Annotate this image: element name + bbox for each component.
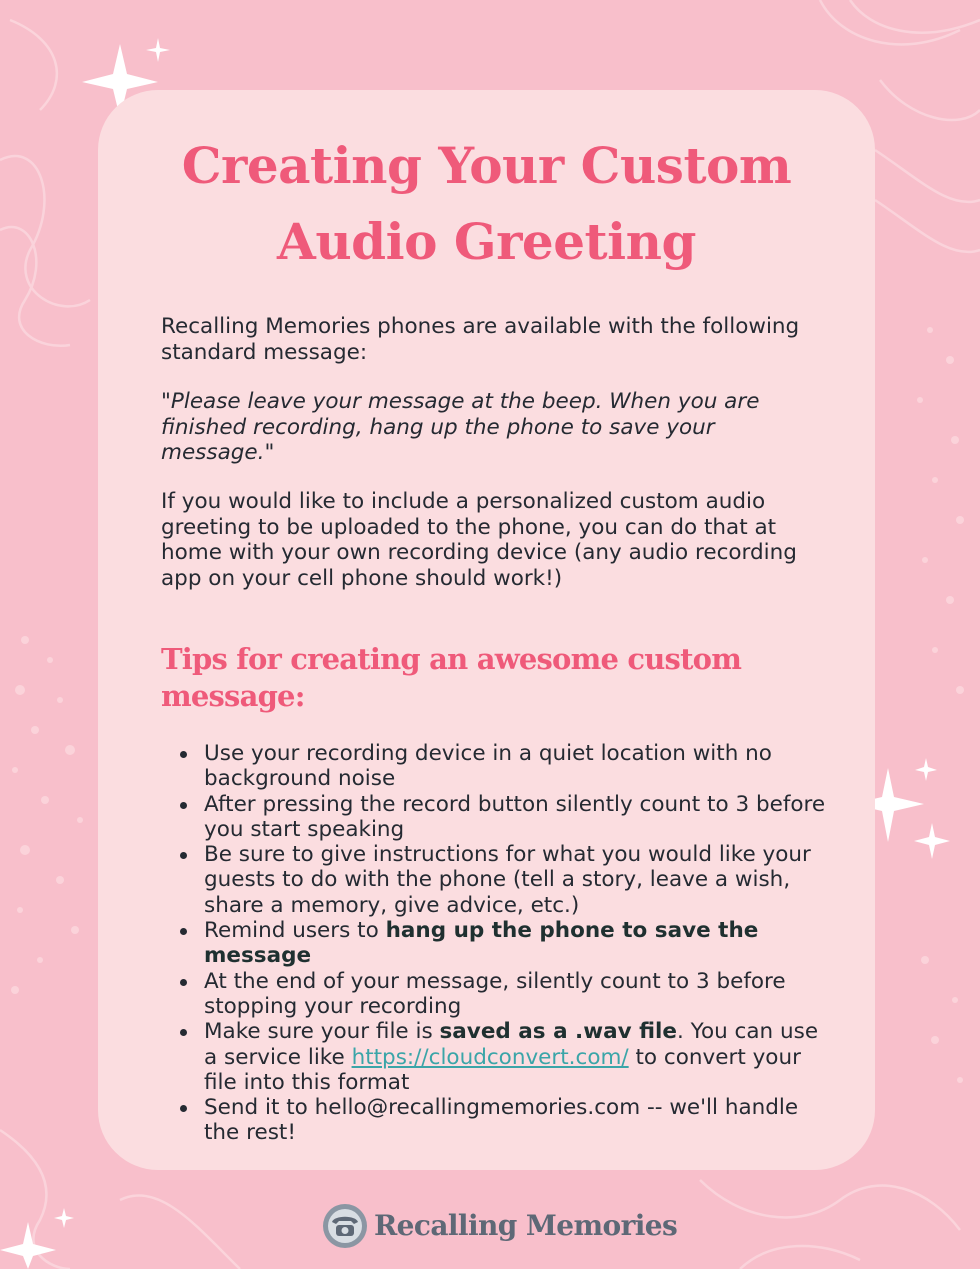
intro-paragraph: Recalling Memories phones are available with the following standard message:	[161, 314, 800, 365]
telephone-icon	[322, 1203, 368, 1249]
sparkle-icon	[914, 823, 950, 859]
page-title	[98, 128, 875, 280]
tip-emphasis: saved as a .wav file	[439, 1019, 677, 1045]
tip-item	[204, 1019, 834, 1095]
brand-name: Recalling Memories	[374, 1209, 678, 1242]
page-title-line-1: Creating Your Custom	[181, 136, 792, 195]
sparkle-icon	[54, 1208, 74, 1228]
quote-close-mark: "	[264, 440, 275, 465]
tip-item	[204, 969, 834, 1020]
tip-text: Use your recording device in a quiet location with no background noise	[204, 741, 772, 792]
tip-item	[204, 792, 834, 843]
cloudconvert-link[interactable]: https://cloudconvert.com/	[351, 1044, 629, 1070]
tip-text: Be sure to give instructions for what you would like your guests to do with the phone (tell a story, leave a wish, share a memory, give advice, etc.)	[204, 842, 811, 918]
tip-item	[204, 918, 834, 969]
tip-emphasis: hang up the phone to save the message	[204, 918, 759, 969]
tip-text: Remind users to	[204, 918, 386, 944]
tips-list	[204, 741, 834, 1146]
tip-item	[204, 741, 834, 792]
custom-greeting-paragraph: If you would like to include a personalized custom audio greeting to be uploaded to the phone, you can do that at home with your own recording device (any audio recording app on your cell phone should work!)	[161, 489, 797, 591]
brand-logo	[322, 1203, 678, 1249]
standard-message-quote	[161, 389, 831, 466]
page-title-line-2: Audio Greeting	[277, 212, 696, 271]
tip-text: Send it to hello@recallingmemories.com -- we'll handle the rest!	[204, 1095, 799, 1146]
tip-text: to convert your file into this format	[204, 1044, 801, 1095]
tip-text: After pressing the record button silently count to 3 before you start speaking	[204, 791, 826, 842]
tips-heading: Tips for creating an awesome custom message:	[161, 642, 742, 713]
tip-item	[204, 842, 834, 918]
standard-message-text: Please leave your message at the beep. When you are finished recording, hang up the phone to save your message.	[161, 389, 760, 465]
tip-item	[204, 1095, 834, 1146]
sparkle-icon	[915, 758, 937, 781]
quote-open-mark: "	[161, 389, 171, 414]
tip-text: . You can use a service like	[204, 1019, 819, 1070]
tip-text: At the end of your message, silently count to 3 before stopping your recording	[204, 968, 786, 1019]
tip-text: Make sure your file is	[204, 1019, 440, 1045]
sparkle-icon	[146, 38, 170, 62]
